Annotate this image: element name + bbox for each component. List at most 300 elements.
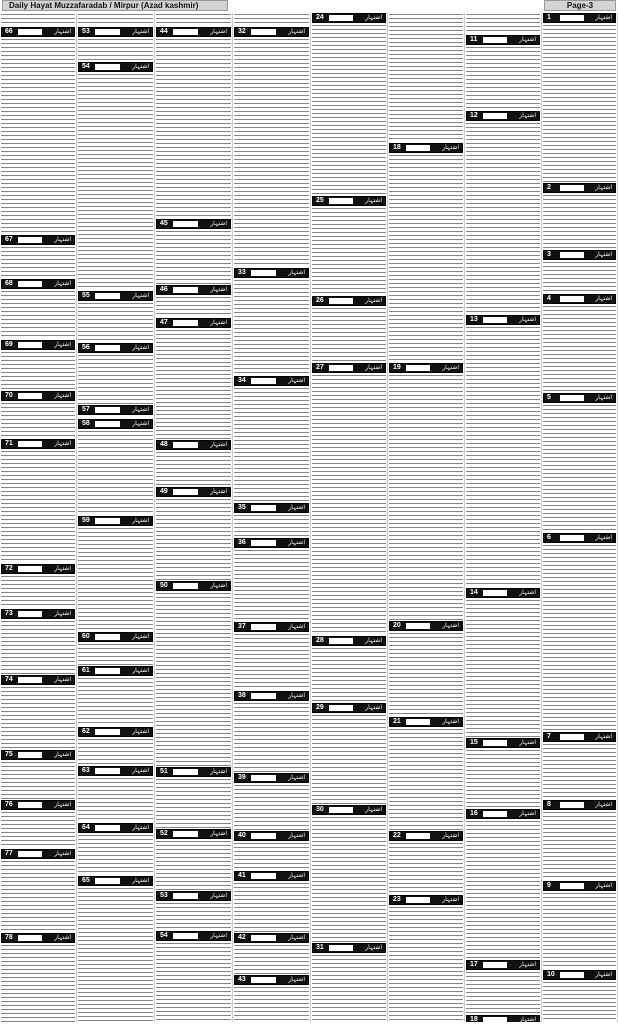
classified-item-header [78,419,153,429]
item-tag-label: اشتہار [288,623,305,630]
item-number: 56 [82,344,90,351]
item-blank-box [173,29,198,35]
item-blank-box [251,270,276,276]
classified-text-block [1,944,75,1022]
item-number: 13 [470,316,478,323]
classified-item-header [543,183,616,193]
item-blank-box [173,221,198,227]
item-tag-label: اشتہار [54,934,71,941]
item-number: 76 [5,801,13,808]
classified-text-block [1,402,75,438]
classified-item-header [389,717,463,727]
item-number: 38 [238,692,246,699]
item-tag-label: اشتہار [365,14,382,21]
classified-text-block [389,632,463,716]
classified-text-block [78,302,153,342]
item-number: 72 [5,565,13,572]
item-blank-box [483,37,507,43]
item-number: 70 [5,392,13,399]
item-number: 29 [316,704,324,711]
item-blank-box [18,393,42,399]
item-number: 73 [5,610,13,617]
classified-item-header [312,805,386,815]
item-number: 51 [160,768,168,775]
classified-item-header [234,691,309,701]
item-blank-box [560,802,584,808]
classified-text-block [78,73,153,290]
item-number: 2 [547,184,551,191]
item-tag-label: اشتہار [210,286,227,293]
classified-item-header [389,363,463,373]
item-tag-label: اشتہار [54,280,71,287]
item-blank-box [483,590,507,596]
classified-item-header [78,727,153,737]
item-number: 55 [82,292,90,299]
item-blank-box [483,113,507,119]
item-number: 7 [547,733,551,740]
classified-text-block [466,820,540,959]
classified-text-block [234,13,309,26]
item-number: 33 [238,269,246,276]
item-blank-box [18,237,42,243]
classified-item-header [78,343,153,353]
item-blank-box [560,883,584,889]
item-blank-box [251,977,276,983]
item-tag-label: اشتہار [54,28,71,35]
page-number-label: Page-3 [544,0,616,11]
classified-text-block [389,906,463,1022]
classified-item-header [78,405,153,415]
classified-text-block [543,24,616,182]
item-tag-label: اشتہار [519,961,536,968]
item-tag-label: اشتہار [132,344,149,351]
item-blank-box [483,811,507,817]
item-number: 77 [5,850,13,857]
column-c4 [233,13,311,1022]
item-tag-label: اشتہار [288,976,305,983]
classified-text-block [156,230,231,284]
classified-item-header [234,376,309,386]
item-blank-box [95,293,120,299]
item-blank-box [560,972,584,978]
masthead-title: Daily Hayat Muzzafaradab / Mirpur (Azad kashmir) [2,0,228,11]
item-number: 26 [316,297,324,304]
item-blank-box [483,962,507,968]
classified-text-block [156,38,231,218]
item-blank-box [95,878,120,884]
item-tag-label: اشتہار [519,112,536,119]
classified-item-header [234,975,309,985]
classified-text-block [156,840,231,890]
classified-item-header [466,588,540,598]
item-blank-box [173,893,198,899]
classified-text-block [543,743,616,799]
item-tag-label: اشتہار [365,637,382,644]
item-number: 48 [160,441,168,448]
classified-text-block [543,811,616,880]
item-blank-box [329,365,353,371]
item-tag-label: اشتہار [288,774,305,781]
classified-text-block [234,944,309,974]
classified-item-header [1,391,75,401]
item-number: 66 [5,28,13,35]
item-tag-label: اشتہار [132,767,149,774]
classified-text-block [543,544,616,731]
item-tag-label: اشتہار [132,406,149,413]
classified-text-block [234,279,309,375]
classified-item-header [78,291,153,301]
item-blank-box [251,624,276,630]
classified-text-block [78,677,153,726]
classified-item-header [389,143,463,153]
classified-text-block [1,811,75,848]
item-tag-label: اشتہار [210,220,227,227]
item-tag-label: اشتہار [210,892,227,899]
item-number: 19 [393,364,401,371]
item-tag-label: اشتہار [365,944,382,951]
item-blank-box [95,407,120,413]
item-number: 49 [160,488,168,495]
classified-text-block [234,38,309,267]
classified-item-header [1,675,75,685]
classified-text-block [234,549,309,621]
classified-text-block [543,305,616,392]
item-number: 65 [82,877,90,884]
item-number: 42 [238,934,246,941]
classified-text-block [466,122,540,314]
item-number: 71 [5,440,13,447]
classified-item-header [1,27,75,37]
item-number: 17 [470,961,478,968]
item-number: 24 [316,14,324,21]
item-blank-box [95,768,120,774]
item-tag-label: اشتہار [365,197,382,204]
classified-text-block [78,13,153,26]
item-blank-box [173,831,198,837]
item-tag-label: اشتہار [210,441,227,448]
classified-item-header [156,767,231,777]
item-number: 50 [160,582,168,589]
item-blank-box [18,281,42,287]
classified-text-block [1,290,75,339]
item-blank-box [329,807,353,813]
item-number: 3 [547,251,551,258]
item-number: 54 [82,63,90,70]
classified-item-header [234,27,309,37]
item-blank-box [406,897,430,903]
item-tag-label: اشتہار [132,877,149,884]
classified-text-block [78,430,153,515]
classified-text-block [1,620,75,674]
classified-text-block [1,860,75,932]
classified-text-block [234,882,309,932]
classified-item-header [156,318,231,328]
item-blank-box [173,489,198,495]
classified-text-block [234,784,309,830]
item-number: 6 [547,534,551,541]
classified-item-header [1,439,75,449]
classified-item-header [389,621,463,631]
classified-item-header [234,503,309,513]
item-blank-box [483,1017,507,1022]
item-number: 60 [82,633,90,640]
item-number: 30 [316,806,324,813]
classified-item-header [78,766,153,776]
item-number: 18 [470,1016,478,1022]
item-blank-box [560,395,584,401]
item-tag-label: اشتہار [210,830,227,837]
classified-text-block [466,13,540,34]
item-blank-box [173,933,198,939]
classified-item-header [389,895,463,905]
item-number: 20 [393,622,401,629]
classified-text-block [156,451,231,486]
classified-text-block [312,954,386,1022]
item-number: 11 [470,36,478,43]
item-blank-box [251,935,276,941]
item-tag-label: اشتہار [210,28,227,35]
item-tag-label: اشتہار [595,251,612,258]
item-tag-label: اشتہار [132,667,149,674]
item-number: 35 [238,504,246,511]
classified-item-header [78,823,153,833]
classified-item-header [234,622,309,632]
classified-text-block [156,498,231,580]
item-number: 53 [160,892,168,899]
classified-item-header [234,773,309,783]
classified-item-header [78,62,153,72]
item-tag-label: اشتہار [595,801,612,808]
item-number: 39 [238,774,246,781]
classified-item-header [234,871,309,881]
item-tag-label: اشتہار [54,341,71,348]
classified-text-block [543,892,616,969]
item-tag-label: اشتہار [210,932,227,939]
classified-item-header [466,111,540,121]
item-tag-label: اشتہار [519,316,536,323]
classified-text-block [312,374,386,635]
classified-item-header [543,533,616,543]
item-tag-label: اشتہار [519,1016,536,1022]
item-blank-box [18,935,42,941]
item-blank-box [251,29,276,35]
classified-item-header [234,933,309,943]
classified-text-block [312,714,386,804]
item-blank-box [18,752,42,758]
item-number: 69 [5,341,13,348]
item-number: 37 [238,623,246,630]
classified-item-header [312,703,386,713]
classified-item-header [1,279,75,289]
item-tag-label: اشتہار [442,896,459,903]
classified-item-header [1,235,75,245]
item-tag-label: اشتہار [54,392,71,399]
item-blank-box [329,638,353,644]
item-blank-box [95,64,120,70]
classified-item-header [312,196,386,206]
item-blank-box [406,623,430,629]
classified-item-header [543,393,616,403]
item-tag-label: اشتہار [595,971,612,978]
item-tag-label: اشتہار [288,504,305,511]
item-blank-box [329,945,353,951]
item-number: 75 [5,751,13,758]
classified-item-header [543,732,616,742]
item-tag-label: اشتہار [595,184,612,191]
item-tag-label: اشتہار [288,539,305,546]
classified-text-block [466,749,540,808]
item-blank-box [95,634,120,640]
item-blank-box [560,15,584,21]
item-tag-label: اشتہار [210,319,227,326]
item-number: 21 [393,718,401,725]
item-number: 61 [82,667,90,674]
item-tag-label: اشتہار [54,850,71,857]
column-c1 [0,13,77,1022]
item-blank-box [406,833,430,839]
item-blank-box [173,320,198,326]
classified-item-header [156,487,231,497]
page-header [0,0,618,12]
classified-item-header [312,13,386,23]
classified-item-header [466,1015,540,1022]
classified-text-block [234,387,309,502]
classified-text-block [156,902,231,930]
classified-text-block [1,450,75,563]
item-tag-label: اشتہار [519,810,536,817]
classified-item-header [312,636,386,646]
classified-text-block [156,592,231,766]
classified-text-block [466,599,540,737]
item-number: 9 [547,882,551,889]
item-tag-label: اشتہار [595,882,612,889]
item-tag-label: اشتہار [288,28,305,35]
item-blank-box [173,769,198,775]
item-blank-box [18,677,42,683]
item-blank-box [18,611,42,617]
item-number: 36 [238,539,246,546]
classified-item-header [466,960,540,970]
item-tag-label: اشتہار [365,364,382,371]
item-tag-label: اشتہار [54,610,71,617]
classified-item-header [234,831,309,841]
classified-item-header [156,829,231,839]
item-blank-box [560,535,584,541]
item-blank-box [251,833,276,839]
item-tag-label: اشتہار [210,488,227,495]
item-tag-label: اشتہار [595,14,612,21]
item-blank-box [95,825,120,831]
classified-item-header [1,750,75,760]
item-tag-label: اشتہار [595,534,612,541]
classified-text-block [543,194,616,249]
classified-text-block [234,633,309,690]
item-blank-box [251,873,276,879]
item-number: 15 [470,739,478,746]
item-number: 5 [547,394,551,401]
classified-item-header [389,831,463,841]
item-tag-label: اشتہار [288,377,305,384]
classified-text-block [312,647,386,702]
item-tag-label: اشتہار [365,297,382,304]
classified-text-block [78,887,153,1022]
classified-item-header [78,632,153,642]
classified-item-header [78,876,153,886]
item-number: 12 [470,112,478,119]
classified-item-header [466,35,540,45]
classified-item-header [1,849,75,859]
item-blank-box [95,518,120,524]
classified-text-block [389,13,463,142]
item-number: 31 [316,944,324,951]
item-tag-label: اشتہار [54,440,71,447]
classified-item-header [78,516,153,526]
item-blank-box [483,740,507,746]
item-tag-label: اشتہار [442,718,459,725]
item-blank-box [251,775,276,781]
item-number: 22 [393,832,401,839]
item-blank-box [18,566,42,572]
classified-text-block [389,728,463,830]
item-tag-label: اشتہار [288,872,305,879]
item-blank-box [483,317,507,323]
column-c7 [465,13,542,1022]
item-tag-label: اشتہار [365,704,382,711]
item-blank-box [329,298,353,304]
item-tag-label: اشتہار [595,295,612,302]
classified-item-header [466,809,540,819]
item-tag-label: اشتہار [595,394,612,401]
classified-item-header [312,363,386,373]
item-tag-label: اشتہار [519,739,536,746]
classified-text-block [466,971,540,1014]
classified-item-header [156,285,231,295]
classified-text-block [156,778,231,828]
item-tag-label: اشتہار [442,622,459,629]
item-number: 14 [470,589,478,596]
item-blank-box [18,802,42,808]
classified-text-block [78,738,153,765]
item-number: 54 [160,932,168,939]
item-blank-box [95,729,120,735]
item-number: 34 [238,377,246,384]
classified-text-block [389,842,463,894]
classified-item-header [1,564,75,574]
item-blank-box [95,668,120,674]
classified-text-block [156,329,231,439]
item-number: 67 [5,236,13,243]
classified-item-header [543,13,616,23]
classified-text-block [1,13,75,26]
item-number: 32 [238,28,246,35]
item-tag-label: اشتہار [132,824,149,831]
item-number: 40 [238,832,246,839]
classified-text-block [1,575,75,608]
classified-item-header [156,931,231,941]
column-c2 [77,13,155,1022]
classified-item-header [543,800,616,810]
item-blank-box [560,252,584,258]
item-number: 58 [82,420,90,427]
classified-text-block [389,374,463,620]
classified-item-header [1,933,75,943]
classified-item-header [78,666,153,676]
classified-item-header [234,268,309,278]
item-tag-label: اشتہار [132,728,149,735]
classified-item-header [78,27,153,37]
item-number: 78 [5,934,13,941]
item-number: 62 [82,728,90,735]
